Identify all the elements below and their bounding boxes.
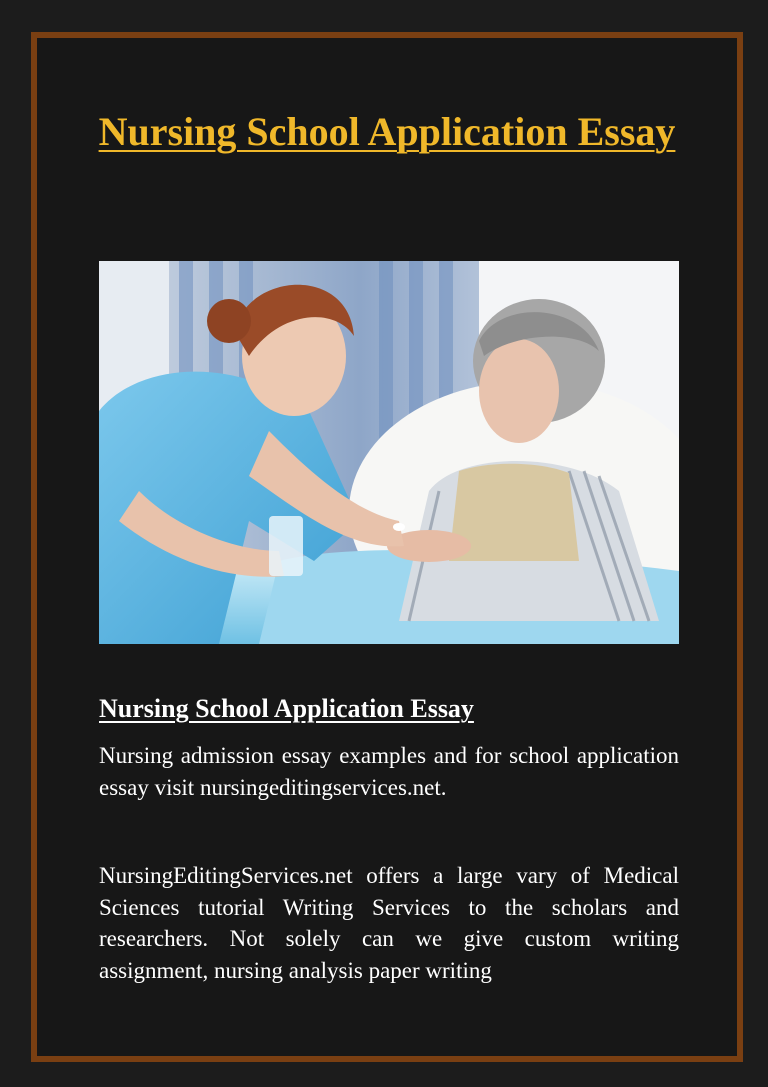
paragraph-intro: Nursing admission essay examples and for school application essay visit nursingeditingservices.net. bbox=[99, 743, 679, 800]
page-title: Nursing School Application Essay bbox=[98, 109, 676, 154]
paragraph-services: NursingEditingServices.net offers a large vary of Medical Sciences tutorial Writing Services to the scholars and researchers. Not solely can we give custom writing assignment, nursing analysis paper writing bbox=[99, 863, 679, 983]
page-frame bbox=[31, 32, 743, 1062]
section-heading: Nursing School Application Essay bbox=[99, 694, 474, 723]
nurse-patient-photo bbox=[99, 261, 679, 644]
